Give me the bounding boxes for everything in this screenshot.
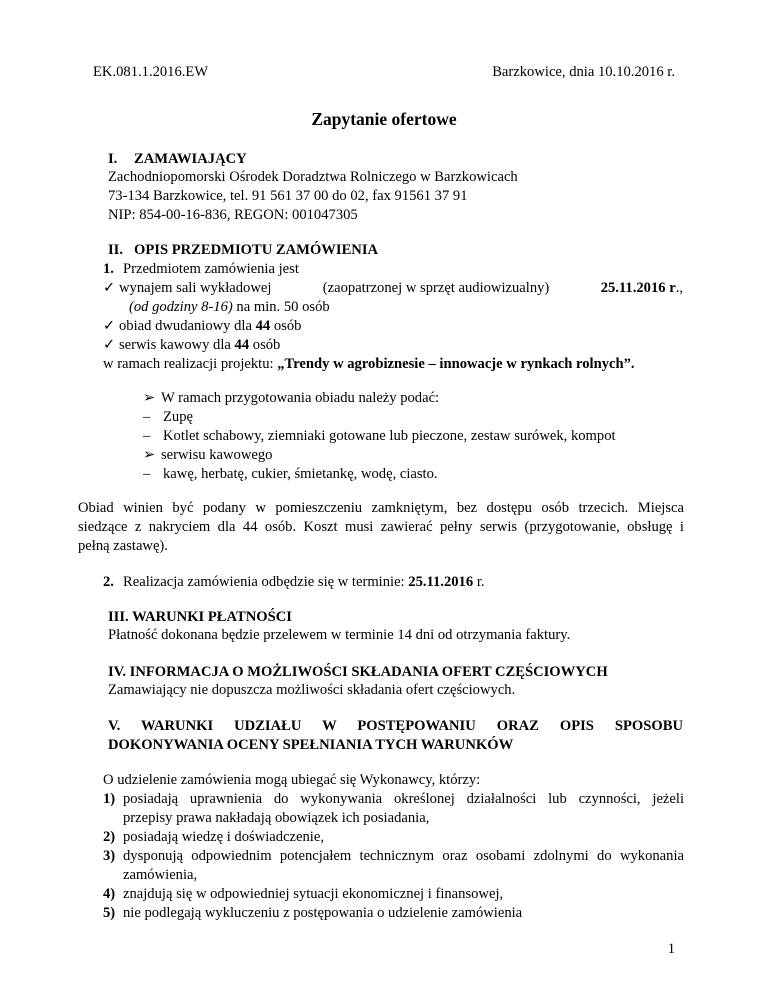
dash-item-coffee-contents-text: kawę, herbatę, cukier, śmietankę, wodę, ciasto. — [163, 466, 438, 482]
check-item-coffee-unit: osób — [252, 337, 281, 353]
dash-item-soup-text: Zupę — [163, 409, 193, 425]
section-4-heading: IV. INFORMACJA O MOŻLIWOŚCI SKŁADANIA OFERT CZĘŚCIOWYCH — [108, 664, 608, 680]
condition-item-2 — [103, 828, 324, 847]
section-2-heading — [108, 241, 378, 260]
section-4-text: Zamawiający nie dopuszcza możliwości składania ofert częściowych. — [108, 682, 516, 698]
check-item-coffee — [103, 336, 280, 355]
arrow-item-dinner — [143, 389, 439, 408]
check-item-hall-punct: ., — [675, 280, 683, 296]
place-and-date: Barzkowice, dnia 10.10.2016 r. — [492, 64, 675, 80]
check-item-hall-line-2 — [129, 298, 330, 317]
condition-item-4-number: 4) — [103, 886, 116, 902]
check-item-dinner — [103, 317, 301, 336]
item-2-punct: r. — [476, 574, 485, 590]
condition-item-5-text: nie podlegają wykluczeniu z postępowania o udzielenie zamówienia — [123, 905, 523, 921]
section-2-number: II. — [108, 242, 124, 258]
check-item-coffee-count: 44 — [234, 337, 250, 353]
arrow-item-coffee-text: serwisu kawowego — [161, 447, 273, 463]
ordering-party-name: Zachodniopomorski Ośrodek Doradztwa Rolniczego w Barzkowicach — [108, 169, 518, 185]
item-2-text: Realizacja zamówienia odbędzie się w terminie: — [123, 574, 405, 590]
dash-item-main-course-text: Kotlet schabowy, ziemniaki gotowane lub pieczone, zestaw surówek, kompot — [163, 428, 616, 444]
dash-bullet-icon: – — [143, 428, 151, 444]
dinner-paragraph-line-3: pełną zastawę). — [78, 538, 168, 554]
item-2-date: 25.11.2016 — [408, 574, 474, 590]
condition-item-3-line-1: dysponują odpowiednim potencjałem technicznym oraz osobami zdolnymi do wykonania — [123, 848, 684, 864]
arrow-item-dinner-text: W ramach przygotowania obiadu należy podać: — [161, 390, 440, 406]
condition-item-3 — [103, 847, 684, 866]
check-item-coffee-text: serwis kawowy dla — [119, 337, 231, 353]
arrow-item-coffee — [143, 446, 272, 465]
section-1-number: I. — [108, 151, 118, 167]
condition-item-3-number: 3) — [103, 848, 116, 864]
dinner-paragraph-line-1: Obiad winien być podany w pomieszczeniu zamkniętym, bez dostępu osób trzecich. Miejsca — [78, 500, 684, 516]
checkmark-icon: ✓ — [103, 280, 116, 296]
dinner-paragraph-line-2: siedzące z nakryciem dla 44 osób. Koszt musi zawierać pełny serwis (przygotowanie, obsługę i — [78, 519, 684, 535]
checkmark-icon: ✓ — [103, 318, 116, 334]
dash-bullet-icon: – — [143, 466, 151, 482]
condition-item-5-number: 5) — [103, 905, 116, 921]
check-item-hall-capacity: na min. 50 osób — [236, 299, 330, 315]
condition-item-1-line-2: przepisy prawa nakładają obowiązek ich posiadania, — [123, 810, 430, 826]
document-title: Zapytanie ofertowe — [311, 109, 457, 129]
dash-item-main-course — [143, 427, 616, 446]
item-1 — [103, 260, 299, 279]
condition-item-1 — [103, 790, 684, 809]
arrow-bullet-icon: ➢ — [143, 447, 156, 463]
dash-item-soup — [143, 408, 193, 427]
condition-item-4 — [103, 885, 503, 904]
check-item-hall-text: wynajem sali wykładowej — [119, 280, 272, 296]
ordering-party-ids: NIP: 854-00-16-836, REGON: 001047305 — [108, 207, 358, 223]
check-item-dinner-unit: osób — [273, 318, 302, 334]
arrow-bullet-icon: ➢ — [143, 390, 156, 406]
section-5-heading-line-1: V. WARUNKI UDZIAŁU W POSTĘPOWANIU ORAZ OPIS SPOSOBU — [108, 718, 683, 734]
dash-item-coffee-contents — [143, 465, 438, 484]
item-2-number: 2. — [103, 574, 114, 590]
checkmark-icon: ✓ — [103, 337, 116, 353]
condition-item-2-number: 2) — [103, 829, 116, 845]
project-label: w ramach realizacji projektu: — [103, 356, 274, 372]
project-line — [103, 355, 635, 374]
section-1-heading — [108, 150, 247, 169]
section-2-title: OPIS PRZEDMIOTU ZAMÓWIENIA — [134, 242, 379, 258]
section-1-title: ZAMAWIAJĄCY — [134, 151, 247, 167]
item-1-text: Przedmiotem zamówienia jest — [123, 261, 299, 277]
check-item-dinner-text: obiad dwudaniowy dla — [119, 318, 252, 334]
section-3-text: Płatność dokonana będzie przelewem w terminie 14 dni od otrzymania faktury. — [108, 627, 571, 643]
condition-item-1-number: 1) — [103, 791, 116, 807]
section-3-heading: III. WARUNKI PŁATNOŚCI — [108, 609, 292, 625]
item-1-number: 1. — [103, 261, 114, 277]
dash-bullet-icon: – — [143, 409, 151, 425]
document-reference: EK.081.1.2016.EW — [93, 64, 209, 80]
ordering-party-address: 73-134 Barzkowice, tel. 91 561 37 00 do 02, fax 91561 37 91 — [108, 188, 468, 204]
page-number: 1 — [667, 941, 675, 957]
check-item-hall-date: 25.11.2016 r — [600, 280, 676, 296]
condition-item-2-text: posiadają wiedzę i doświadczenie, — [123, 829, 324, 845]
condition-item-4-text: znajdują się w odpowiedniej sytuacji ekonomicznej i finansowej, — [123, 886, 504, 902]
check-item-hall-equipment: (zaopatrzonej w sprzęt audiowizualny) — [322, 280, 550, 296]
condition-item-1-line-1: posiadają uprawnienia do wykonywania określonej działalności lub czynności, jeżeli — [123, 791, 684, 807]
project-title: „Trendy w agrobiznesie – innowacje w rynkach rolnych”. — [277, 356, 635, 372]
item-2 — [103, 573, 485, 592]
condition-item-5 — [103, 904, 522, 923]
check-item-dinner-count: 44 — [255, 318, 271, 334]
section-5-intro: O udzielenie zamówienia mogą ubiegać się Wykonawcy, którzy: — [103, 772, 481, 788]
section-5-heading-line-2: DOKONYWANIA OCENY SPEŁNIANIA TYCH WARUNKÓW — [108, 737, 514, 753]
condition-item-3-line-2: zamówienia, — [123, 867, 198, 883]
check-item-hall — [103, 279, 683, 298]
check-item-hall-hours: (od godziny 8-16) — [129, 299, 233, 315]
